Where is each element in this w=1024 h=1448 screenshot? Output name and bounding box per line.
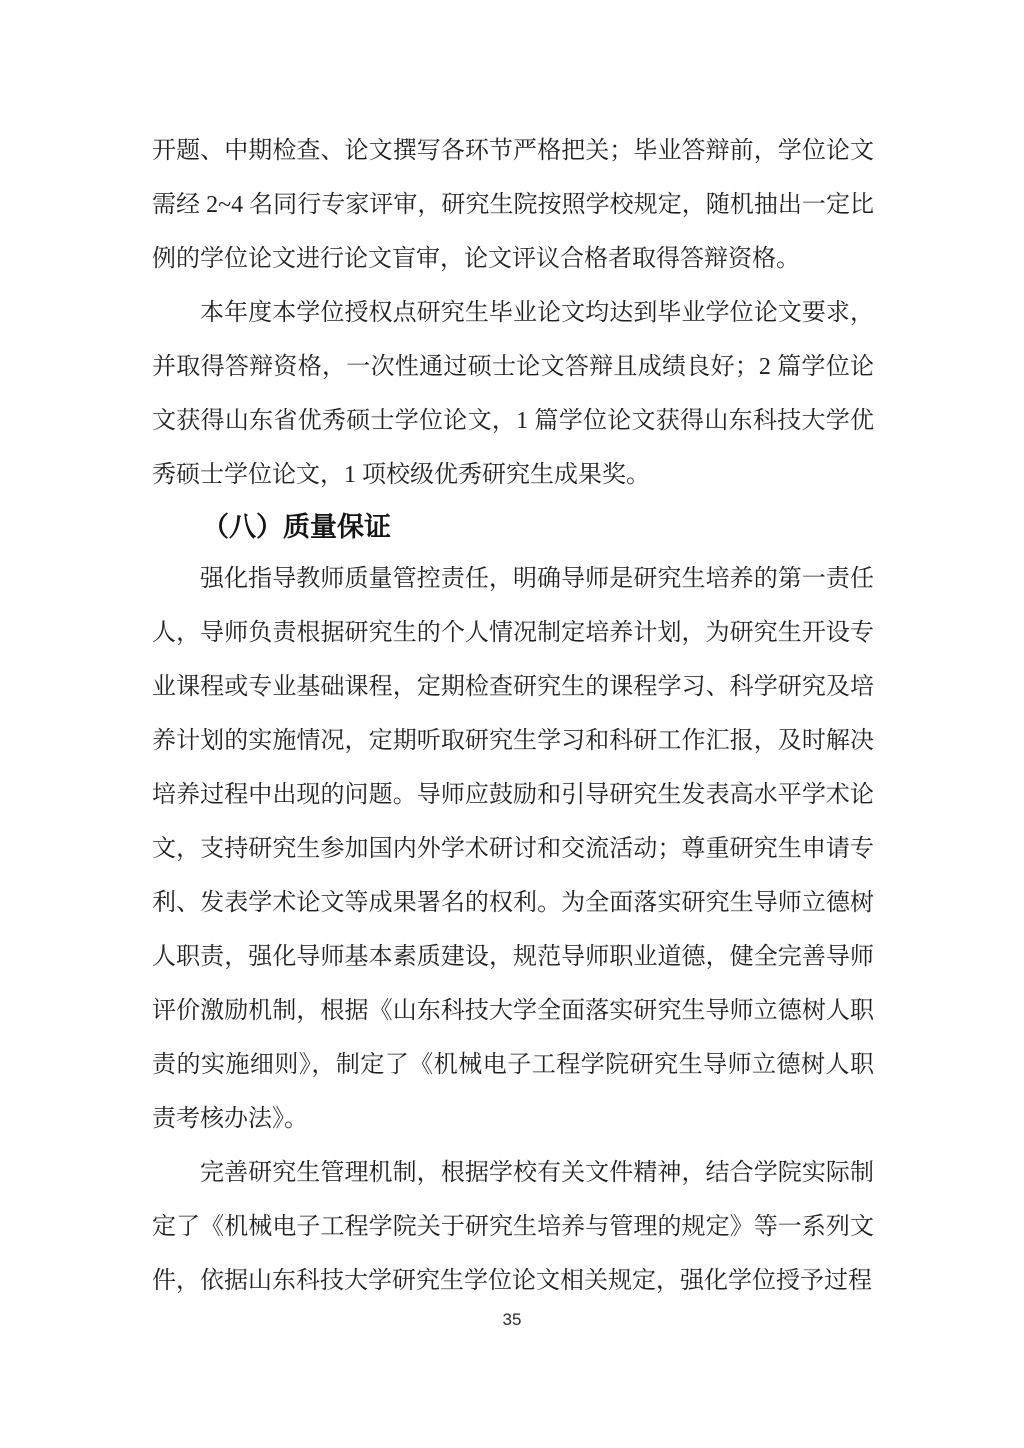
page-content: [152, 124, 874, 1308]
paragraph-thesis-results: 本年度本学位授权点研究生毕业论文均达到毕业学位论文要求，并取得答辩资格，一次性通过硕士论文答辩且成绩良好；2 篇学位论文获得山东省优秀硕士学位论文，1 篇学位论文获得山东科技大学优秀硕士学位论文，1 项校级优秀研究生成果奖。: [152, 300, 874, 488]
section-heading: （八）质量保证: [202, 512, 391, 542]
paragraph-management-mechanism: 完善研究生管理机制，根据学校有关文件精神，结合学院实际制定了《机械电子工程学院关于研究生培养与管理的规定》等一系列文件，依据山东科技大学研究生学位论文相关规定，强化学位授予过程: [152, 1160, 874, 1294]
page-number: 35: [502, 1310, 522, 1329]
paragraph-supervisor-responsibility: 强化指导教师质量管控责任，明确导师是研究生培养的第一责任人，导师负责根据研究生的个人情况制定培养计划，为研究生开设专业课程或专业基础课程，定期检查研究生的课程学习、科学研究及培养计划的实施情况，定期听取研究生学习和科研工作汇报，及时解决培养过程中出现的问题。导师应鼓励和引导研究生发表高水平学术论文，支持研究生参加国内外学术研讨和交流活动；尊重研究生申请专利、发表学术论文等成果署名的权利。为全面落实研究生导师立德树人职责，强化导师基本素质建设，规范导师职业道德，健全完善导师评价激励机制，根据《山东科技大学全面落实研究生导师立德树人职责的实施细则》，制定了《机械电子工程学院研究生导师立德树人职责考核办法》。: [152, 566, 874, 1132]
paragraph-thesis-review-continuation: 开题、中期检查、论文撰写各环节严格把关；毕业答辩前，学位论文需经 2~4 名同行专家评审，研究生院按照学校规定，随机抽出一定比例的学位论文进行论文盲审，论文评议合格者取得答辩资格。: [152, 138, 874, 272]
